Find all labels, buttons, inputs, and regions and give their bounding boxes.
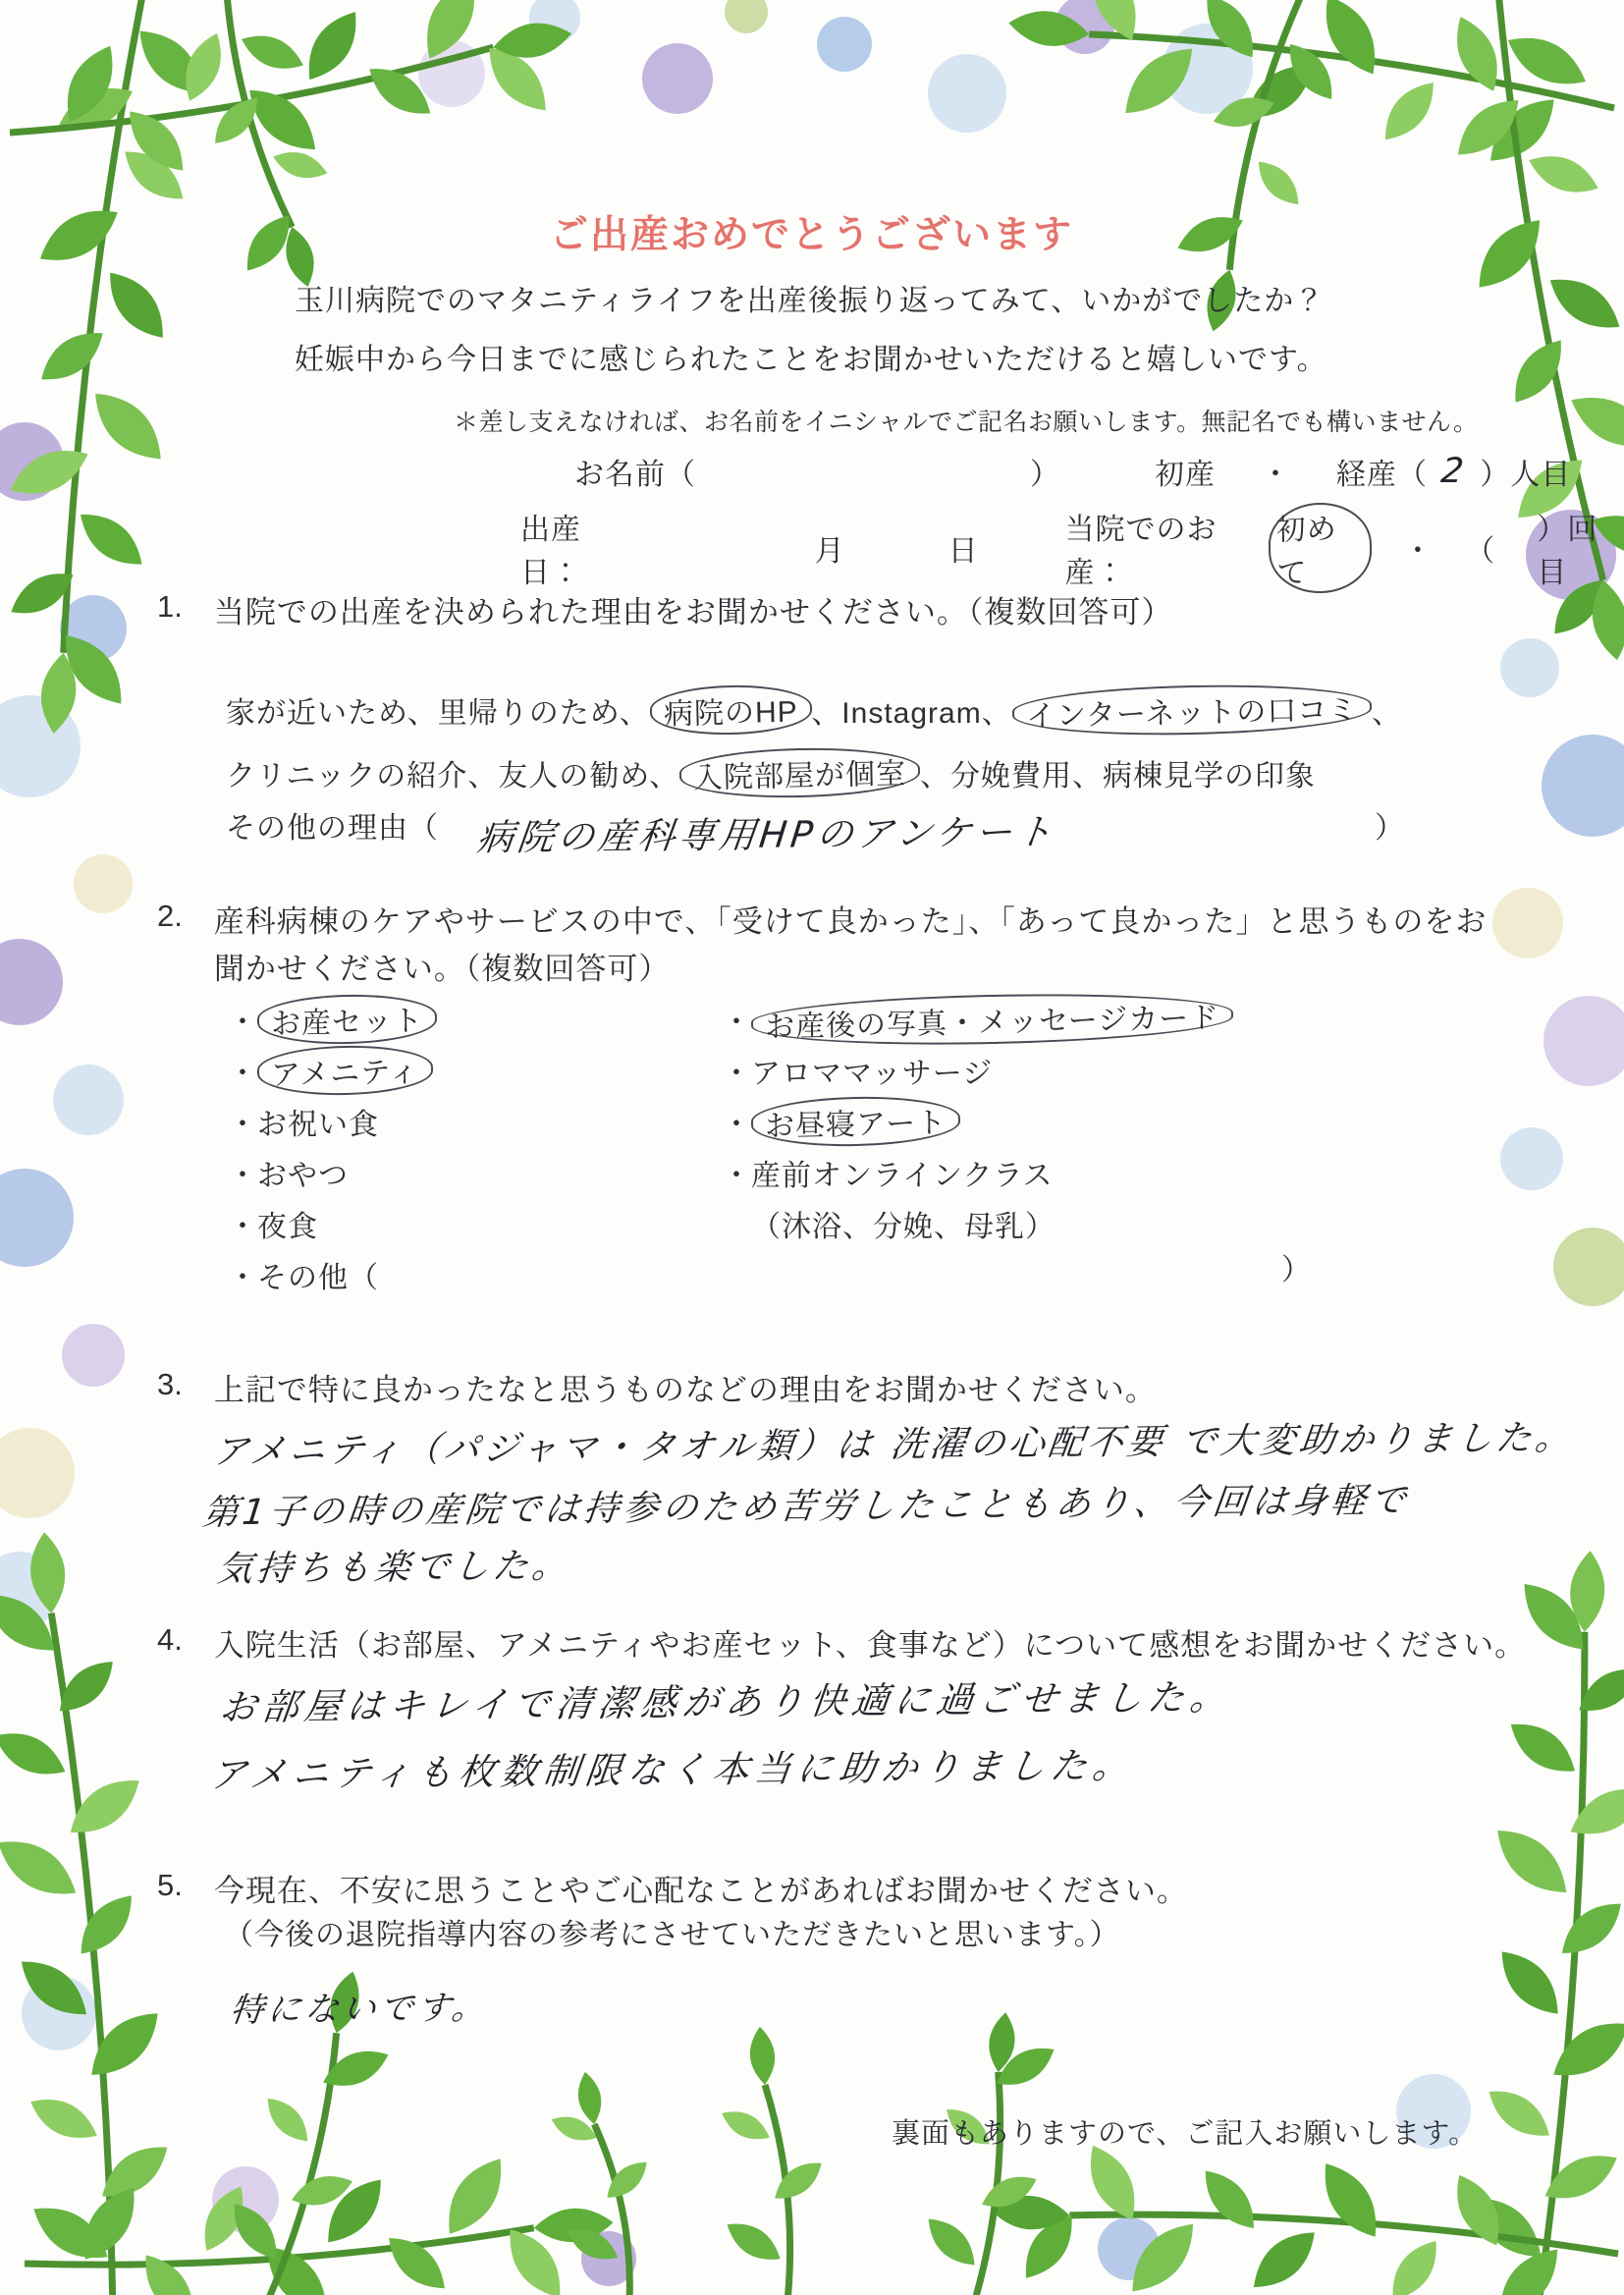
- q2-other-close-paren: ）: [1281, 1254, 1311, 1286]
- q5-answer-handwritten: 特にないです。: [228, 1988, 492, 2031]
- pen-circled-option: お産セット: [256, 993, 437, 1046]
- birth-date-label: 出産日：: [520, 514, 581, 589]
- q3-answer-handwritten: 気持ちも楽でした。: [215, 1546, 574, 1590]
- intro-line: 玉川病院でのマタニティライフを出産後振り返ってみて、いかがでしたか？: [295, 285, 1326, 317]
- first-time-circled: 初めて: [1268, 502, 1373, 594]
- option-item: [722, 1096, 1233, 1147]
- name-parity-row: [574, 450, 1571, 493]
- option-item: [228, 1249, 437, 1300]
- q1-other-label: その他の理由（: [226, 812, 439, 845]
- option-label: 産前オンラインクラス: [751, 1160, 1054, 1192]
- option-text: 家が近いため、里帰りのため、: [226, 697, 650, 730]
- option-text: クリニックの紹介、友人の勧め、: [226, 760, 679, 792]
- pen-circled-option: アメニティ: [256, 1044, 433, 1097]
- intro-line: 妊娠中から今日までに感じられたことをお聞かせいただけると嬉しいです。: [295, 344, 1327, 376]
- pen-circled-option: お産後の写真・メッセージカード: [751, 990, 1234, 1049]
- question-5-number: 5.: [157, 1868, 183, 1902]
- option-label: （沐浴、分娩、母乳）: [751, 1211, 1056, 1243]
- bullet-icon: ・: [722, 1058, 752, 1090]
- month-label: 月: [814, 535, 845, 568]
- footer-note: 裏面もありますので、ご記入お願いします。: [892, 2118, 1479, 2150]
- question-4-number: 4.: [157, 1622, 183, 1657]
- option-label: 夜食: [257, 1211, 318, 1243]
- q1-options-line1: [226, 685, 1402, 735]
- option-item: [722, 1045, 1233, 1096]
- bullet-icon: ・: [722, 1007, 752, 1039]
- q1-other-close-paren: ）: [1375, 812, 1404, 845]
- question-1: [157, 589, 1512, 636]
- option-item: [228, 1096, 437, 1147]
- question-3-number: 3.: [157, 1367, 183, 1401]
- bullet-icon: ・: [228, 1211, 258, 1243]
- pen-circled-option: インターネットの口コミ: [1011, 682, 1372, 738]
- bullet-icon: ・: [228, 1007, 258, 1039]
- q2-options-left-column: [228, 994, 437, 1300]
- question-3-heading: 上記で特に良かったなと思うものなどの理由をお聞かせください。: [213, 1373, 1157, 1407]
- first-birth-label: 初産: [1155, 459, 1216, 491]
- option-label: アロママッサージ: [751, 1058, 994, 1090]
- question-5-heading: 今現在、不安に思うことやご心配なことがあればお聞かせください。: [213, 1874, 1188, 1908]
- question-2-number: 2.: [157, 899, 183, 933]
- multi-birth-close: ）人目: [1480, 459, 1572, 491]
- option-item: [228, 1147, 437, 1198]
- day-label: 日: [947, 535, 979, 568]
- question-4-heading: 入院生活（お部屋、アメニティやお産セット、食事など）について感想をお聞かせください。: [213, 1628, 1527, 1663]
- option-label: おやつ: [257, 1160, 349, 1192]
- q4-answer-handwritten: アメニティも枚数制限なく本当に助かりました。: [207, 1744, 1138, 1796]
- option-item: [228, 1198, 437, 1249]
- option-text: 、分娩費用、病棟見学の印象: [920, 760, 1316, 792]
- question-1-number: 1.: [157, 589, 183, 624]
- option-item: [722, 994, 1233, 1045]
- option-text: 、: [1372, 697, 1402, 730]
- q4-answer-handwritten: お部屋はキレイで清潔感があり快適に過ごせました。: [217, 1675, 1235, 1729]
- bullet-icon: ・: [228, 1058, 258, 1090]
- option-item: [228, 994, 437, 1045]
- option-item: [722, 1147, 1233, 1198]
- q1-options-line2: [226, 748, 1316, 797]
- hospital-birth-label: 当院でのお産：: [1064, 514, 1218, 589]
- bullet-icon: ・: [228, 1262, 258, 1294]
- question-4: [157, 1622, 1551, 1669]
- name-close-paren: ）: [1030, 459, 1060, 491]
- bullet-icon: ・: [228, 1109, 258, 1141]
- option-text: 、Instagram、: [811, 697, 1012, 730]
- question-5: [157, 1868, 1512, 1915]
- times-open-paren: （: [1465, 535, 1496, 568]
- initials-note: ＊差し支えなければ、お名前をイニシャルでご記名お願いします。無記名でも構いません。: [454, 409, 1479, 436]
- times-close-label: ）回目: [1537, 514, 1598, 589]
- birth-date-row: [520, 503, 1624, 593]
- bullet-icon: ・: [722, 1109, 752, 1141]
- parity-count-handwritten: 2: [1438, 452, 1469, 491]
- question-2: [157, 899, 1527, 993]
- separator-dot: ・: [1402, 535, 1434, 568]
- q2-options-right-column: [722, 994, 1233, 1249]
- question-3: [157, 1367, 1512, 1414]
- option-item: [228, 1045, 437, 1096]
- pen-circled-option: 病院のHP: [649, 683, 812, 736]
- bullet-icon: ・: [722, 1160, 752, 1192]
- option-label: その他（: [257, 1262, 379, 1294]
- q3-answer-handwritten: アメニティ（パジャマ・タオル類）は 洗濯の心配不要 で大変助かりました。: [210, 1417, 1577, 1473]
- bullet-icon: ・: [228, 1160, 258, 1192]
- q5-subnote: （今後の退院指導内容の参考にさせていただきたいと思います。）: [224, 1919, 1120, 1951]
- pen-circled-option: 入院部屋が個室: [679, 745, 921, 799]
- name-label: お名前（: [574, 459, 696, 491]
- question-1-heading: 当院での出産を決められた理由をお聞かせください。（複数回答可）: [213, 595, 1173, 629]
- option-label: お祝い食: [257, 1109, 379, 1141]
- separator-dot: ・: [1261, 459, 1291, 491]
- q1-other-row: [226, 803, 1404, 859]
- page-title: ご出産おめでとうございます: [550, 214, 1074, 256]
- option-item: [722, 1198, 1233, 1249]
- multi-birth-label: 経産（: [1336, 459, 1428, 491]
- pen-circled-option: お昼寝アート: [750, 1095, 960, 1148]
- q1-other-answer-handwritten: 病院の産科専用HPのアンケート: [474, 810, 1059, 859]
- question-2-heading: 産科病棟のケアやサービスの中で、「受けて良かった」、「あって良かった」と思うものをお聞かせください。（複数回答可）: [213, 904, 1488, 987]
- q3-answer-handwritten: 第1子の時の産院では持参のため苦労したこともあり、今回は身軽で: [200, 1480, 1412, 1534]
